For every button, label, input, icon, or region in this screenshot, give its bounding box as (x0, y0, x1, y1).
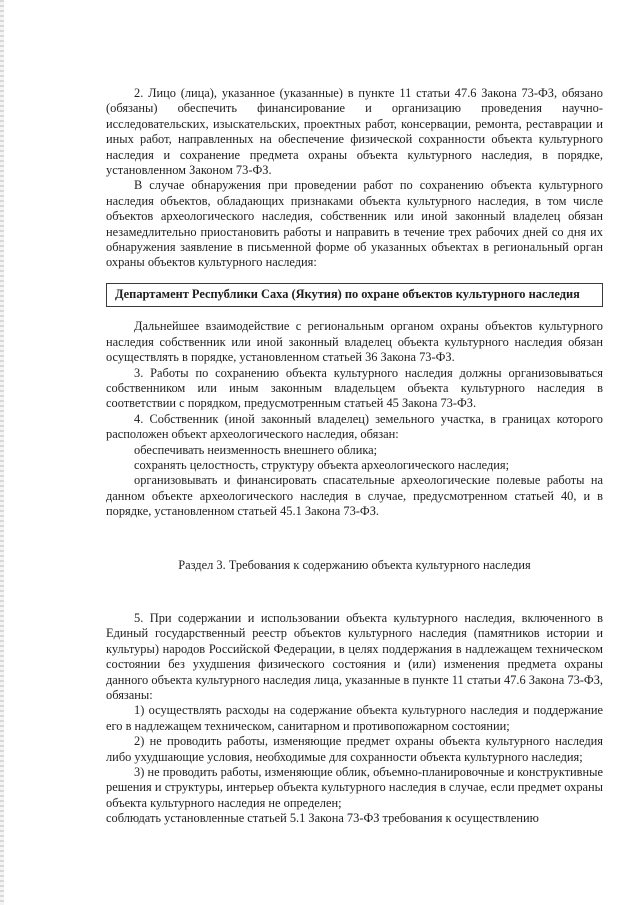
paragraph-3: 3. Работы по сохранению объекта культурного наследия должны организовываться собственником или иным законным владельцем объекта культурного наследия в соответствии с порядком, предусмотренным статьей 45 Закона 73-ФЗ. (106, 365, 603, 411)
paragraph-5-item-3: 3) не проводить работы, изменяющие облик, объемно-планировочные и конструктивные решения и структуры, интерьер объекта культурного наследия в случае, если предмет охраны объекта культурного наследия не определен; (106, 765, 603, 810)
document-body (106, 86, 603, 827)
paragraph-4-item-rescue-works: организовывать и финансировать спасательные археологические полевые работы на данном объекте археологического наследия в случае, предусмотренном статьей 40, и в порядке, установленном статьей 45.1 Закона 73-ФЗ. (106, 473, 603, 519)
paragraph-2-discovery: В случае обнаружения при проведении работ по сохранению объекта культурного наследия объектов, обладающих признаками объекта культурного наследия, в том числе объектов археологического наследия, собственник или иной законный владелец обязан незамедлительно приостановить работы и направить в течение трех рабочих дней со дня их обнаружения заявление в письменной форме об указанных объектах в региональный орган охраны объектов культурного наследия: (106, 178, 603, 270)
paragraph-5-item-4: соблюдать установленные статьей 5.1 Закона 73-ФЗ требования к осуществлению (106, 811, 539, 826)
paragraph-4: 4. Собственник (иной законный владелец) земельного участка, в границах которого расположен объект археологического наследия, обязан: (106, 411, 603, 442)
paragraph-2: 2. Лицо (лица), указанное (указанные) в пункте 11 статьи 47.6 Закона 73-ФЗ, обязано (обязаны) обеспечить финансирование и организацию проведения научно-исследовательских, изыскательских, проектных работ, консервации, ремонта, реставрации и иных работ, направленных на обеспечение физической сохранности объекта культурного наследия и сохранение предмета охраны объекта культурного наследия, в порядке, установленном Законом 73-ФЗ. (106, 86, 603, 178)
paragraph-2-interaction: Дальнейшее взаимодействие с региональным органом охраны объектов культурного наследия собственник или иной законный владелец объекта культурного наследия обязан осуществлять в порядке, установленном статьей 36 Закона 73-ФЗ. (106, 319, 603, 365)
paragraph-4-item-integrity: сохранять целостность, структуру объекта археологического наследия; (134, 457, 510, 472)
paragraph-5: 5. При содержании и использовании объекта культурного наследия, включенного в Единый государственный реестр объектов культурного наследия (памятников истории и культуры) народов Российской Федерации, в целях поддержания в надлежащем техническом состоянии без ухудшения физического состояния и (или) изменения предмета охраны данного объекта культурного наследия лица, указанные в пункте 11 статьи 47.6 Закона 73-ФЗ, обязаны: (106, 610, 603, 702)
paragraph-4-item-appearance: обеспечивать неизменность внешнего облика; (134, 442, 378, 457)
paragraph-5-item-1: 1) осуществлять расходы на содержание объекта культурного наследия и поддержание его в надлежащем техническом, санитарном и противопожарном состоянии; (106, 703, 603, 733)
paragraph-5-item-2: 2) не проводить работы, изменяющие предмет охраны объекта культурного наследия либо ухудшающие условия, необходимые для сохранности объекта культурного наследия; (106, 734, 603, 764)
authority-box: Департамент Республики Саха (Якутия) по охране объектов культурного наследия (106, 283, 603, 307)
section-3-heading: Раздел 3. Требования к содержанию объекта культурного наследия (178, 557, 531, 572)
scan-edge (0, 0, 4, 905)
